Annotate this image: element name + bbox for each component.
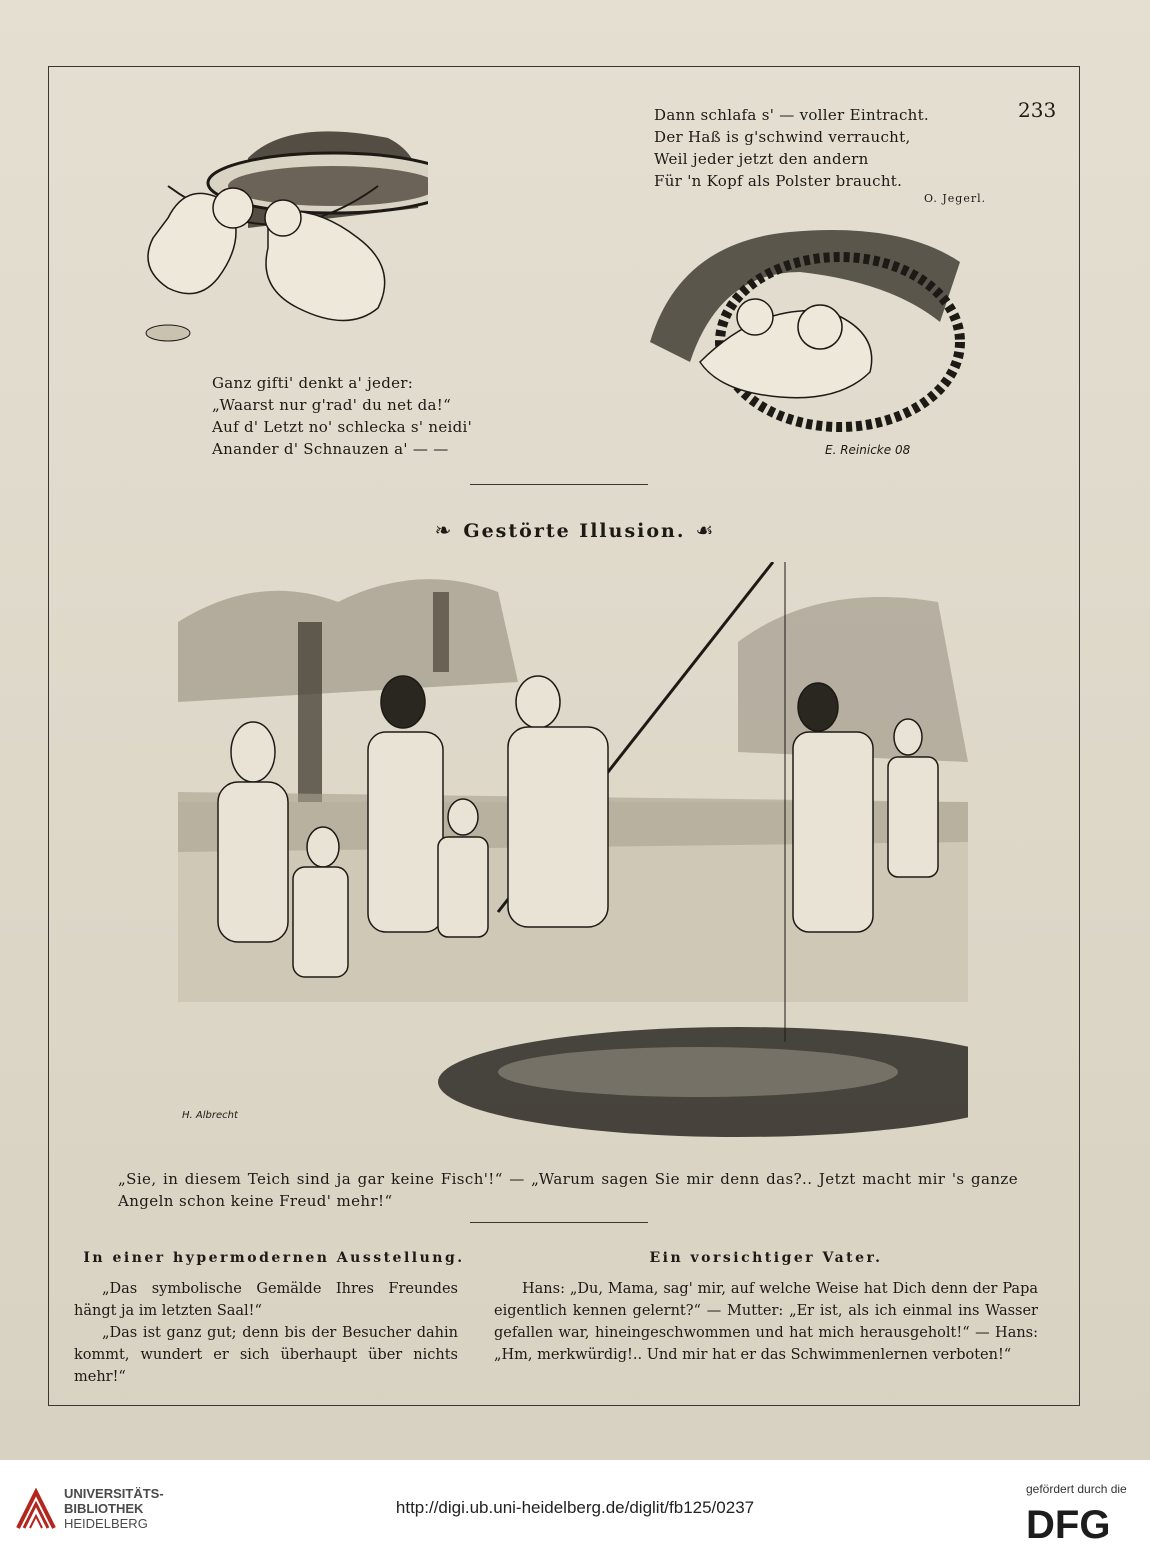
right-column-title: Ein vorsichtiger Vater. [649,1250,883,1266]
institution-line: BIBLIOTHEK [64,1501,144,1516]
divider-rule [470,484,648,485]
left-column-paragraph: „Das ist ganz gut; denn bis der Besucher dahin kommt, wundert er sich überhaupt über nichts mehr!“ [74,1325,458,1385]
story-title [0,518,1150,542]
right-column-body [494,1278,1038,1366]
poem-right [654,104,929,192]
left-column-paragraph: „Das symbolische Gemälde Ihres Freundes hängt ja im letzten Saal!“ [74,1281,458,1319]
poem-left-line: Anander d' Schnauzen a' — — [212,440,449,458]
puppies-basket-illustration [640,222,970,462]
institution-line: HEIDELBERG [64,1516,148,1531]
right-column-paragraph: Hans: „Du, Mama, sag' mir, auf welche Weise hat Dich denn der Papa eigentlich kennen gelernt?“ — Mutter: „Er ist, als ich einmal ins Wasser gefallen war, hineingeschwommen und hat mich herausgeholt!“ — Hans: „Hm, merkwürdig!.. Und mir hat er das Schwimmenlernen verboten!“ [494,1281,1038,1363]
left-column-body [74,1278,458,1388]
divider-rule [470,1222,648,1223]
poem-right-line: Dann schlafa s' — voller Eintracht. [654,106,929,124]
poem-right-line: Weil jeder jetzt den andern [654,150,869,168]
institution-line: UNIVERSITÄTS- [64,1486,164,1501]
poem-left [212,372,472,460]
footer-bar [0,1460,1150,1558]
left-column-title: In einer hypermodernen Ausstellung. [83,1250,465,1266]
story-caption: „Sie, in diesem Teich sind ja gar keine Fisch'!“ — „Warum sagen Sie mir denn das?.. Jetzt macht mir 's ganze Angeln schon keine Freud' mehr!“ [118,1170,1018,1210]
basket-signature: E. Reinicke 08 [825,443,911,457]
funding-text: gefördert durch die [1026,1482,1127,1496]
poem-left-line: Ganz gifti' denkt a' jeder: [212,374,414,392]
dfg-logo-text: DFG [1026,1504,1111,1544]
poem-author: O. Jegerl. [924,192,987,205]
poem-right-line: Der Haß is g'schwind verraucht, [654,128,911,146]
story-title-text: Gestörte Illusion. [463,520,686,542]
permalink-url[interactable]: http://digi.ub.uni-heidelberg.de/diglit/fb125/0237 [395,1498,755,1517]
poem-left-line: Auf d' Letzt no' schlecka s' neidi' [212,418,473,436]
page-number: 233 [1018,98,1057,122]
poem-right-line: Für 'n Kopf als Polster braucht. [654,172,903,190]
puppies-bowl-illustration [128,118,428,348]
fishing-illustration [178,562,968,1152]
dfg-logo [1026,1504,1134,1544]
poem-left-line: „Waarst nur g'rad' du net da!“ [212,396,452,414]
ornament-right-icon: ☙ [695,518,716,542]
fishing-signature: H. Albrecht [182,1110,238,1121]
ornament-left-icon: ❧ [434,518,454,542]
